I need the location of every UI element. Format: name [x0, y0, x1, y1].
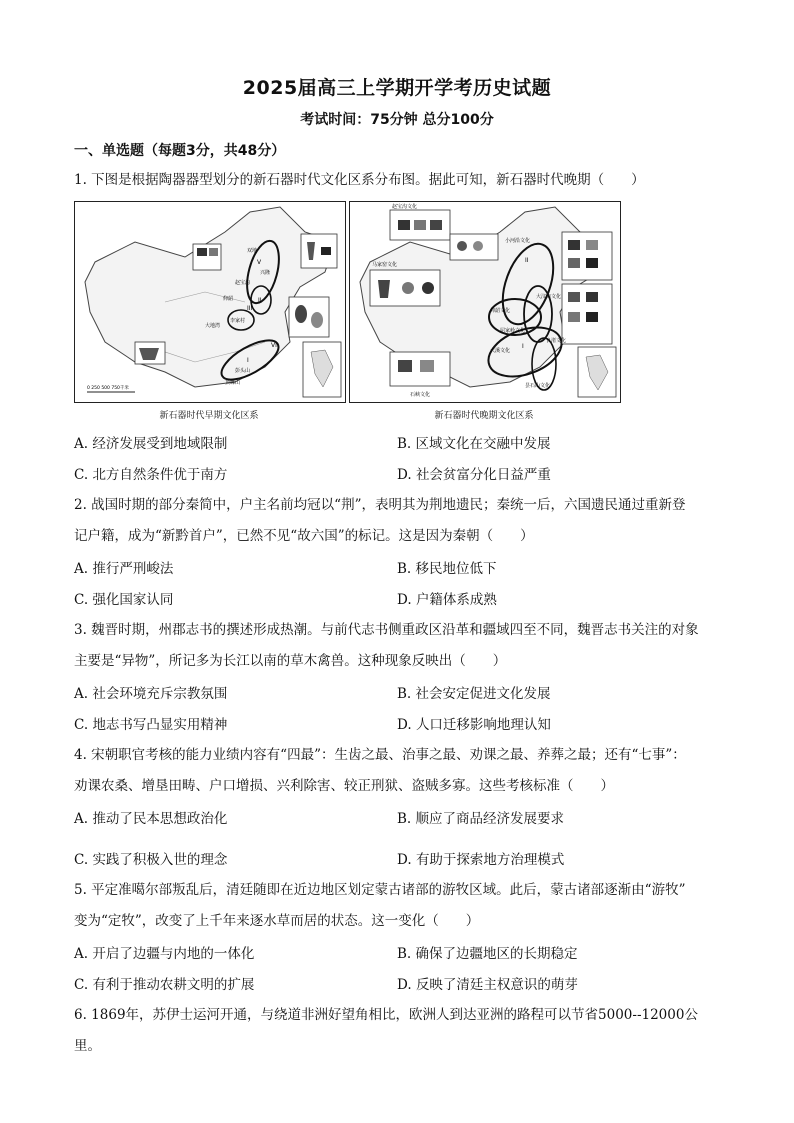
- label-lijiacun: 李家村: [230, 318, 246, 324]
- label-qujialing: 屈家岭文化: [500, 328, 526, 334]
- label-yangshao-late: 仰韶文化: [490, 308, 511, 314]
- label-pengtoushan: 彭头山: [235, 368, 251, 374]
- q3-option-a[interactable]: A. 社会环境充斥宗教氛围: [74, 686, 228, 702]
- q4-option-a[interactable]: A. 推动了民本思想政治化: [74, 811, 228, 827]
- q3-option-b[interactable]: B. 社会安定促进文化发展: [397, 686, 551, 702]
- q1-option-c[interactable]: C. 北方自然条件优于南方: [74, 467, 228, 483]
- map-late-neolithic: [349, 201, 621, 403]
- label-dadiwan: 大地湾: [205, 323, 221, 329]
- label-shuangdi: 双地: [247, 248, 258, 254]
- q5-option-c[interactable]: C. 有利于推动农耕文明的扩展: [74, 977, 255, 993]
- label-ii-late: II: [525, 257, 529, 264]
- label-tanshishan: 昙石山文化: [525, 383, 551, 389]
- label-dawenkou: 大汶口文化: [536, 294, 562, 300]
- map-early-neolithic: [74, 201, 346, 403]
- q2-option-b[interactable]: B. 移民地位低下: [397, 561, 497, 577]
- label-v: V: [257, 259, 262, 266]
- q4-option-c[interactable]: C. 实践了积极入世的理念: [74, 852, 228, 868]
- question-5-stem: 5. 平定准噶尔部叛乱后，清廷随即在近边地区划定蒙古诸部的游牧区域。此后，蒙古诸部逐渐由“游牧” 变为“定牧”，改变了上千年来逐水草而居的状态。这一变化（ ）: [74, 882, 686, 929]
- label-yangshao: 仰韶: [223, 296, 234, 302]
- label-dingsishan: 顶蛳山: [225, 380, 241, 386]
- map-right-caption: 新石器时代晚期文化区系: [434, 411, 534, 421]
- q4-option-d[interactable]: D. 有助于探索地方治理模式: [397, 852, 565, 868]
- q1-option-b[interactable]: B. 区域文化在交融中发展: [397, 436, 551, 452]
- q5-option-a[interactable]: A. 开启了边疆与内地的一体化: [74, 946, 255, 962]
- label-vii: VII: [271, 342, 279, 349]
- label-i-late: I: [522, 343, 524, 350]
- label-zhaobaogou: 赵宝沟: [235, 280, 251, 286]
- q2-option-c[interactable]: C. 强化国家认同: [74, 592, 174, 608]
- question-1-stem: 1. 下图是根据陶器器型划分的新石器时代文化区系分布图。据此可知，新石器时代晚期（ ）: [74, 172, 645, 188]
- label-majiayao: 马家窑文化: [372, 262, 398, 268]
- question-4-stem: 4. 宋朝职官考核的能力业绩内容有“四最”：生齿之最、治事之最、劝课之最、养葬之最；还有“七事”： 劝课农桑、增垦田畴、户口增损、兴利除害、较正刑狱、盗贼多寡。这些考核标准（ ）: [74, 747, 686, 794]
- section-heading: 一、单选题（每题3分，共48分）: [74, 143, 286, 159]
- label-ii: II: [258, 297, 262, 304]
- label-xiaoheyan: 小河沿文化: [505, 238, 531, 244]
- question-6-stem: 6. 1869年，苏伊士运河开通，与绕道非洲好望角相比，欧洲人到达亚洲的路程可以节省5000--12000公里。: [74, 1007, 698, 1054]
- scale-left: 0 250 500 750千米: [87, 386, 129, 391]
- map-late-svg: [350, 202, 620, 402]
- label-daxi: 大溪文化: [490, 348, 511, 354]
- q4-option-b[interactable]: B. 顺应了商品经济发展要求: [397, 811, 565, 827]
- map-early-svg: [75, 202, 345, 402]
- label-shixia: 石峡文化: [410, 392, 431, 398]
- map-left-caption: 新石器时代早期文化区系: [159, 411, 259, 421]
- label-zhaobaogou-culture: 赵宝沟文化: [392, 204, 418, 210]
- question-3-stem: 3. 魏晋时期，州郡志书的撰述形成热潮。与前代志书侧重政区沿革和疆域四至不同，魏晋志书关注的对象 主要是“异物”，所记多为长江以南的草木禽兽。这种现象反映出（ ）: [74, 622, 699, 669]
- label-liangzhu: 良渚文化: [546, 338, 567, 344]
- label-xinglong: 兴隆: [260, 270, 271, 276]
- q2-option-a[interactable]: A. 推行严刑峻法: [74, 561, 174, 577]
- q3-option-c[interactable]: C. 地志书写凸显实用精神: [74, 717, 228, 733]
- q5-option-d[interactable]: D. 反映了清廷主权意识的萌芽: [397, 977, 578, 993]
- page-title: 2025届高三上学期开学考历史试题: [242, 77, 552, 99]
- label-iii: III: [247, 305, 253, 312]
- label-i: I: [247, 357, 249, 364]
- q1-option-d[interactable]: D. 社会贫富分化日益严重: [397, 467, 551, 483]
- q1-option-a[interactable]: A. 经济发展受到地域限制: [74, 436, 228, 452]
- q5-option-b[interactable]: B. 确保了边疆地区的长期稳定: [397, 946, 578, 962]
- q2-option-d[interactable]: D. 户籍体系成熟: [397, 592, 497, 608]
- exam-info: 考试时间：75分钟 总分100分: [300, 112, 494, 128]
- question-2-stem: 2. 战国时期的部分秦简中，户主名前均冠以“荆”，表明其为荆地遗民；秦统一后，六国遗民通过重新登 记户籍，成为“新黔首户”，已然不见“故六国”的标记。这是因为秦朝（ ）: [74, 497, 686, 544]
- q3-option-d[interactable]: D. 人口迁移影响地理认知: [397, 717, 551, 733]
